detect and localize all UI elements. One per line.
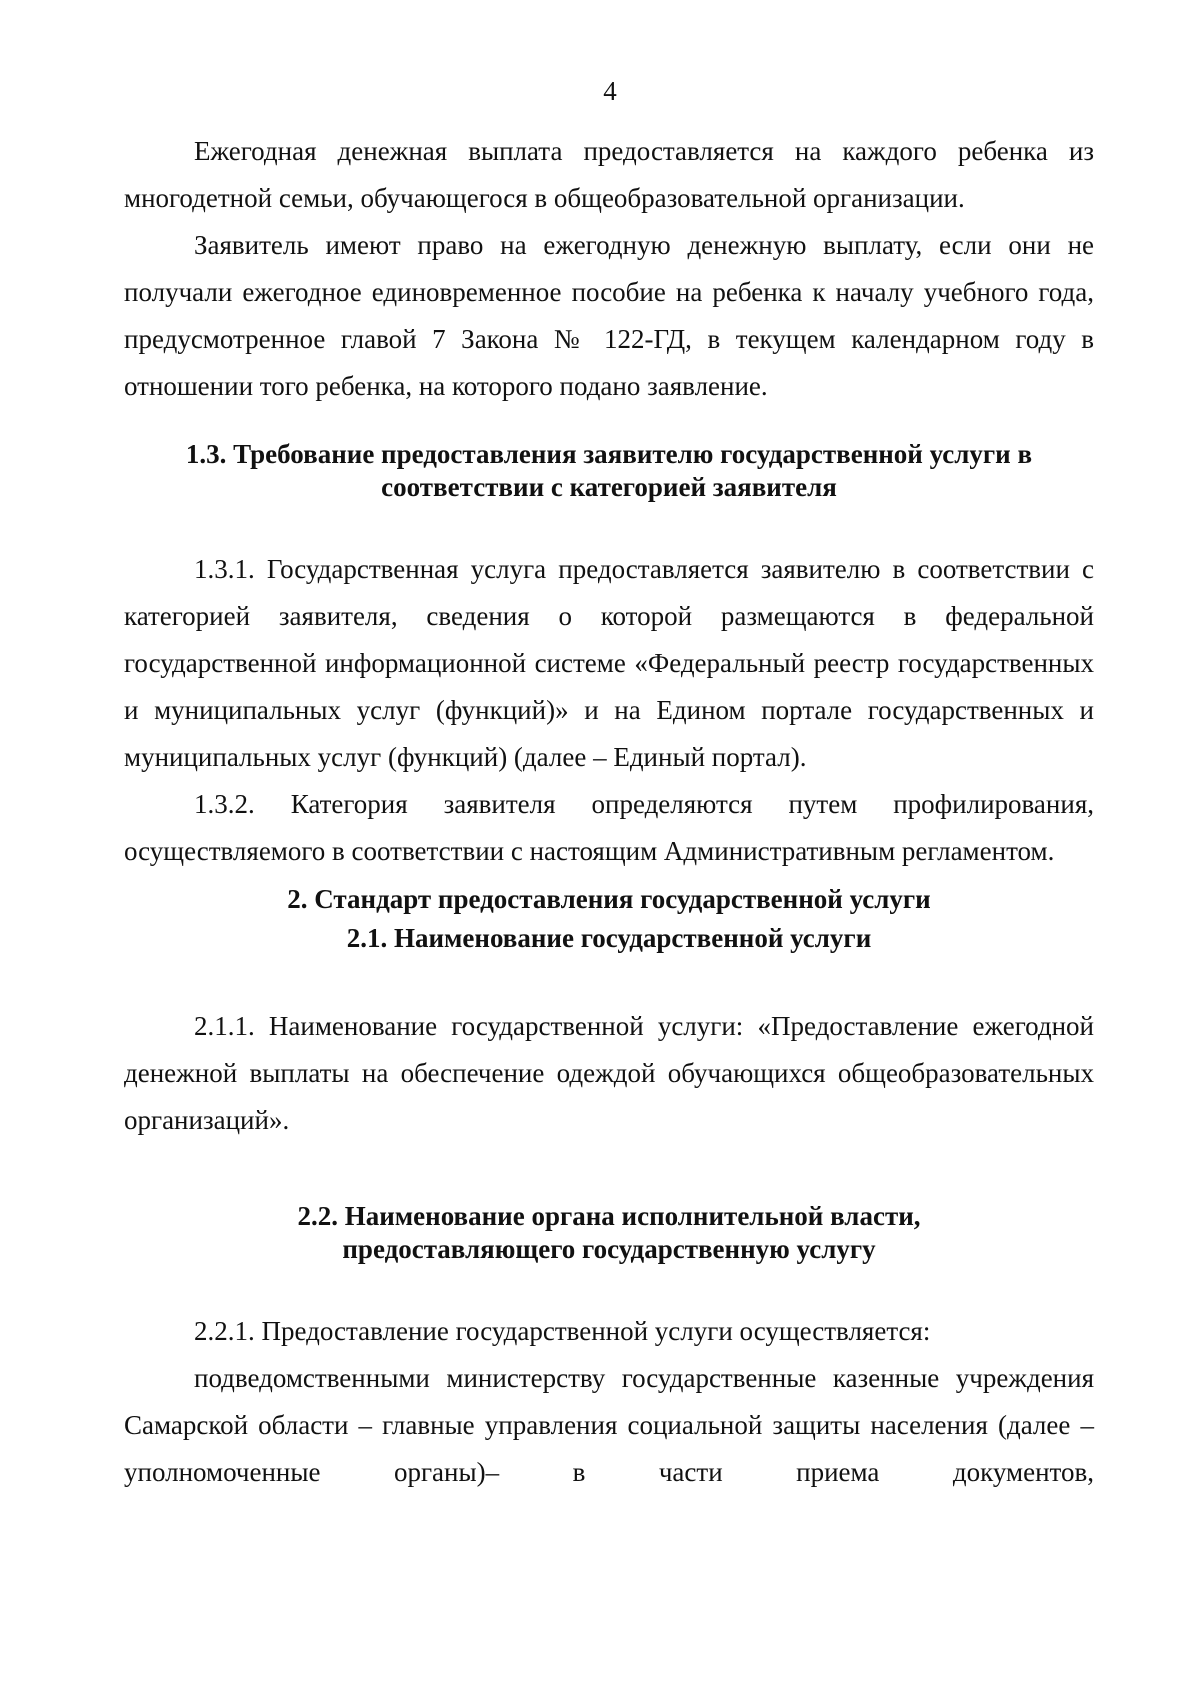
section-heading-1-3-line1: 1.3. Требование предоставления заявителю государственной услуги в (185, 439, 1033, 469)
section-heading-1-3-line2: соответствии с категорией заявителя (381, 472, 837, 502)
paragraph-1-3-1: 1.3.1. Государственная услуга предоставляется заявителю в соответствии с категорией заявителя, сведения о которой размещаются в федеральной государственной информационной системе «Федеральный реестр государственных и муниципальных услуг (функций)» и на Едином портале государственных и муниципальных услуг (функций) (далее – Единый портал). (124, 554, 1094, 772)
section-heading-2-2-line2: предоставляющего государственную услугу (342, 1234, 876, 1264)
paragraph-applicant-right: Заявитель имеют право на ежегодную денежную выплату, если они не получали ежегодное единовременное пособие на ребенка к началу учебного года, предусмотренное главой 7 Закона № 122-ГД, в текущем календарном году в отношении того ребенка, на которого подано заявление. (124, 230, 1094, 401)
section-heading-2: 2. Стандарт предоставления государственной услуги (287, 884, 931, 914)
paragraph-annual-payment: Ежегодная денежная выплата предоставляется на каждого ребенка из многодетной семьи, обучающегося в общеобразовательной организации. (124, 136, 1094, 213)
section-heading-2-1: 2.1. Наименование государственной услуги (346, 923, 872, 953)
paragraph-1-3-2: 1.3.2. Категория заявителя определяются путем профилирования, осуществляемого в соответствии с настоящим Административным регламентом. (124, 789, 1094, 866)
page-number: 4 (603, 76, 617, 106)
document-body (124, 128, 1094, 1496)
paragraph-2-1-1: 2.1.1. Наименование государственной услуги: «Предоставление ежегодной денежной выплаты на обеспечение одеждой обучающихся общеобразовательных организаций». (124, 1011, 1094, 1135)
section-heading-2-2-line1: 2.2. Наименование органа исполнительной власти, (297, 1201, 921, 1231)
section-heading-1-3 (124, 438, 1094, 504)
paragraph-2-2-1: 2.2.1. Предоставление государственной услуги осуществляется: (194, 1316, 931, 1346)
paragraph-2-2-2: подведомственными министерству государственные казенные учреждения Самарской области – главные управления социальной защиты населения (далее – уполномоченные органы)– в части приема документов, (124, 1363, 1094, 1487)
section-heading-2-2 (124, 1200, 1094, 1266)
